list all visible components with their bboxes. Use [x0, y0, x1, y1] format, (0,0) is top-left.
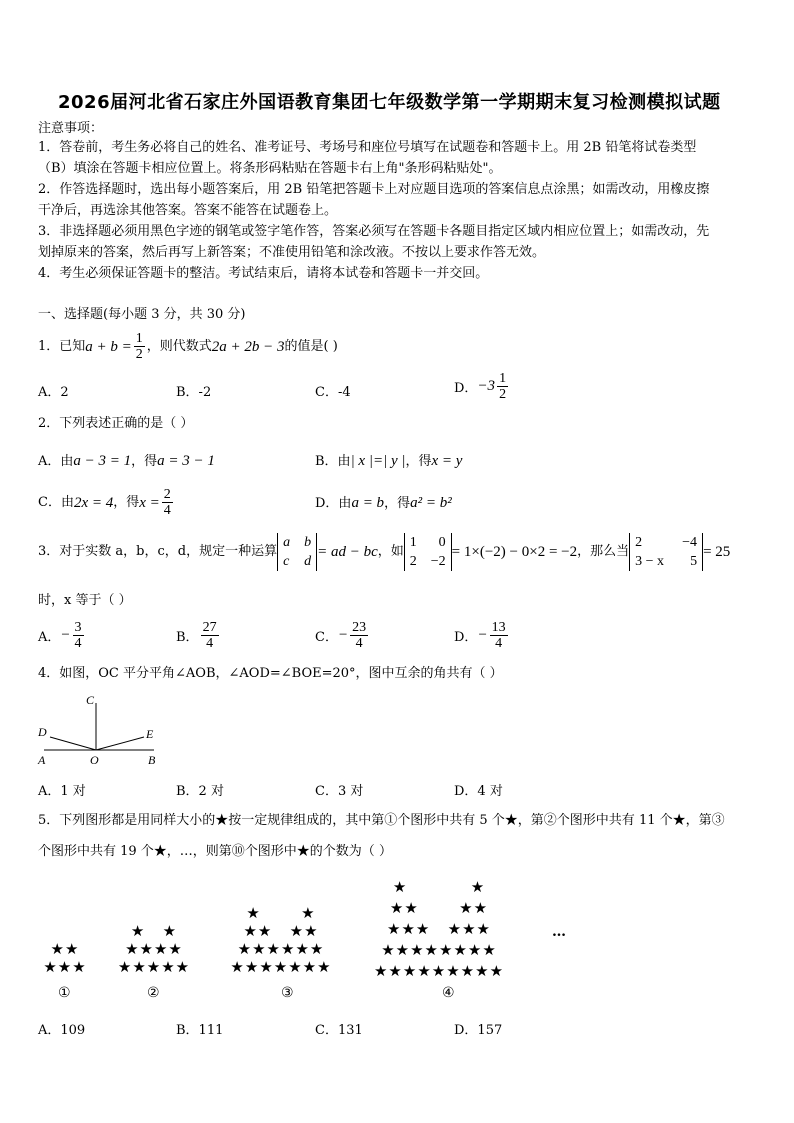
q3-c-num: 23: [352, 620, 367, 635]
q4-option-a: A．1 对: [38, 784, 86, 799]
q1-option-a: A．2: [38, 385, 69, 400]
q3-a-num: 3: [74, 620, 82, 635]
question-5-line2: 个图形中共有 19 个★，…，则第⑩个图形中★的个数为（ ）: [38, 844, 392, 859]
q3-det1-a: a: [283, 535, 291, 550]
q3-d-num: 13: [491, 620, 506, 635]
q2-d-pre: D．由: [315, 496, 352, 511]
label-d: D: [38, 725, 47, 739]
fig4-row5: ★★★★★★★★★: [373, 962, 505, 980]
fig4-row4: ★★★★★★★★: [381, 941, 497, 959]
q3-example: = 1×(−2) − 0×2 = −2: [451, 544, 578, 560]
q3-det1-d: d: [304, 554, 312, 569]
q3-d-sign: −: [477, 627, 488, 643]
q5-option-d: D．157: [454, 1023, 503, 1038]
fig4-row3: ★★★ ★★★: [387, 920, 491, 938]
q3-det2-c: 2: [409, 554, 417, 569]
q2-c-fraction: [162, 487, 173, 518]
q3-determinant-equation: [629, 533, 703, 571]
fig2-row1: ★ ★: [130, 922, 178, 940]
q5-ellipsis: …: [552, 924, 566, 940]
q2-option-d: [315, 494, 452, 513]
q2-c-num: 2: [163, 487, 171, 502]
fig3-row4: ★★★★★★★: [230, 958, 332, 976]
q5-option-a: A．109: [38, 1023, 86, 1038]
q1-option-c: C．-4: [315, 385, 351, 400]
notice-line-3: 2．作答选择题时，选出每小题答案后，用 2B 铅笔把答题卡上对应题目选项的答案信息点涂黑；如需改动，用橡皮擦: [38, 182, 710, 197]
notice-line-7: 4．考生必须保证答题卡的整洁。考试结束后，请将本试卷和答题卡一并交回。: [38, 266, 489, 281]
q3-d-label: D．: [454, 630, 478, 645]
q1-suffix: 的值是( ): [284, 338, 338, 354]
fig4-row2: ★★ ★★: [389, 899, 489, 917]
q5-figure-2: [110, 922, 198, 976]
q1-frac-den: 2: [135, 347, 143, 362]
q1-option-d-label: D．: [454, 381, 478, 396]
q3-a-den: 4: [74, 636, 82, 651]
q1-expr-a: a + b =: [85, 338, 132, 355]
q3-mid2: ，那么当: [577, 544, 630, 559]
q2-c-den: 4: [163, 503, 171, 518]
q2-c-pre: C．由: [38, 494, 74, 510]
notice-line-6: 划掉原来的答案，然后再写上新答案；不准使用铅笔和涂改液。不按以上要求作答无效。: [38, 245, 546, 260]
q3-det1-c: c: [283, 554, 290, 569]
fig3-row3: ★★★★★★: [237, 940, 325, 958]
q3-det3-b: −4: [682, 535, 698, 550]
q3-c-label: C．: [315, 630, 338, 645]
notice-line-1: 1．答卷前，考生务必将自己的姓名、准考证号、考场号和座位号填写在试题卷和答题卡上。用 2B 铅笔将试卷类型: [38, 140, 697, 155]
q5-figure-2-number: ②: [147, 985, 160, 1001]
q4-option-d: D．4 对: [454, 784, 503, 799]
q2-a-mid: ，得: [131, 454, 158, 469]
q2-b-math1: | x |=| y |: [350, 453, 406, 469]
q4-option-b: B．2 对: [176, 784, 224, 799]
notice-line-2: （B）填涂在答题卡相应位置上。将条形码粘贴在答题卡右上角"条形码粘贴处"。: [38, 161, 502, 176]
q2-b-pre: B．由: [315, 454, 351, 469]
q3-determinant-def: [277, 533, 317, 571]
q1-option-d-num: 1: [499, 371, 507, 386]
q3-option-d: [454, 620, 510, 651]
q5-option-c: C．131: [315, 1023, 363, 1038]
q5-option-b: B．111: [176, 1023, 224, 1038]
q5-figure-1-number: ①: [58, 985, 71, 1001]
q2-a-math2: a = 3 − 1: [157, 453, 215, 469]
q3-prefix: 3．对于实数 a，b，c，d，规定一种运算: [38, 544, 278, 559]
q5-figure-3: [218, 904, 344, 976]
q1-option-d-den: 2: [499, 387, 507, 402]
q5-figure-4-number: ④: [442, 985, 455, 1001]
q2-option-b: [315, 452, 462, 471]
q2-d-math1: a = b: [351, 495, 385, 511]
fig3-row1: ★ ★: [246, 904, 316, 922]
q3-det1-b: b: [304, 535, 312, 550]
fig1-row1: ★★: [50, 940, 80, 958]
q1-option-d-fraction: [497, 371, 508, 402]
q2-c-mid: ，得: [113, 494, 140, 510]
q3-det2-a: 1: [409, 535, 417, 550]
q3-c-sign: −: [337, 627, 349, 643]
label-a: A: [38, 753, 46, 767]
q2-c-math1: 2x = 4: [73, 494, 114, 511]
q1-option-d: [454, 371, 510, 402]
fig4-row1: ★ ★: [392, 878, 486, 896]
q2-b-mid: ，得: [405, 454, 432, 469]
label-b: B: [148, 753, 156, 767]
q3-b-label: B．: [176, 630, 199, 645]
q3-option-a: [38, 620, 86, 651]
q2-c-math2: x =: [139, 494, 160, 511]
q3-line2: 时，x 等于（ ）: [38, 593, 132, 608]
q2-b-math2: x = y: [431, 453, 463, 469]
q3-a-sign: −: [60, 627, 71, 643]
q3-equation-rhs: = 25: [703, 544, 731, 560]
q1-fraction: [134, 331, 145, 362]
q3-definition: = ad − bc: [317, 544, 378, 560]
q3-det3-d: 5: [690, 554, 698, 569]
q1-option-d-whole: −3: [477, 378, 496, 394]
q5-figure-4: [356, 877, 522, 982]
q2-a-pre: A．由: [38, 454, 74, 469]
q3-option-b: [176, 620, 221, 651]
label-o: O: [90, 753, 99, 767]
q3-det3-c: 3 − x: [635, 554, 665, 569]
q3-a-label: A．: [38, 630, 61, 645]
notice-heading: 注意事项：: [38, 121, 104, 136]
q4-option-c: C．3 对: [315, 784, 364, 799]
label-c: C: [86, 693, 95, 707]
q4-angle-figure: [30, 690, 170, 770]
q2-a-math1: a − 3 = 1: [73, 453, 132, 469]
q1-option-b: B．-2: [176, 385, 212, 400]
q2-option-a: [38, 452, 215, 471]
q5-figure-3-number: ③: [281, 985, 294, 1001]
fig1-row2: ★★★: [43, 958, 87, 976]
q1-frac-num: 1: [135, 331, 143, 346]
q3-b-num: 27: [202, 620, 217, 635]
q2-option-c: [38, 487, 175, 518]
q3-option-c: [315, 620, 370, 651]
q1-mid: ，则代数式: [146, 338, 212, 354]
fig2-row2: ★★★★: [125, 940, 183, 958]
q3-det2-b: 0: [438, 535, 446, 550]
q3-c-den: 4: [355, 636, 363, 651]
notice-line-5: 3．非选择题必须用黑色字迹的钢笔或签字笔作答，答案必须写在答题卡各题目指定区域内相应位置上；如需改动，先: [38, 224, 710, 239]
q1-prefix: 1．已知: [38, 338, 86, 354]
q3-mid1: ，如: [377, 544, 404, 559]
question-4-stem: 4．如图，OC 平分平角∠AOB，∠AOD=∠BOE=20°，图中互余的角共有（ ）: [38, 666, 503, 681]
section-heading: 一、选择题(每小题 3 分，共 30 分): [38, 307, 246, 322]
ray-od: [50, 737, 96, 750]
fig2-row3: ★★★★★: [117, 958, 191, 976]
fig3-row2: ★★ ★★: [243, 922, 319, 940]
question-2-stem: 2．下列表述正确的是（ ）: [38, 416, 194, 431]
q1-expr-b: 2a + 2b − 3: [211, 338, 285, 355]
q2-d-math2: a² = b²: [410, 495, 452, 511]
q3-det2-d: −2: [430, 554, 446, 569]
q5-figure-1: [40, 940, 90, 976]
q3-d-den: 4: [495, 636, 503, 651]
q2-d-mid: ，得: [384, 496, 411, 511]
question-3-stem: [38, 533, 730, 571]
notice-line-4: 干净后，再选涂其他答案。答案不能答在试题卷上。: [38, 203, 338, 218]
label-e: E: [146, 727, 154, 741]
question-5-line1: 5．下列图形都是用同样大小的★按一定规律组成的，其中第①个图形中共有 5 个★，第②个图形中共有 11 个★，第③: [38, 813, 725, 828]
q3-det3-a: 2: [635, 535, 643, 550]
q3-determinant-example: [404, 533, 452, 571]
q3-b-den: 4: [206, 636, 214, 651]
page-title: 2026届河北省石家庄外国语教育集团七年级数学第一学期期末复习检测模拟试题: [58, 92, 721, 113]
ray-oe: [96, 737, 144, 750]
question-1-stem: [38, 331, 338, 362]
